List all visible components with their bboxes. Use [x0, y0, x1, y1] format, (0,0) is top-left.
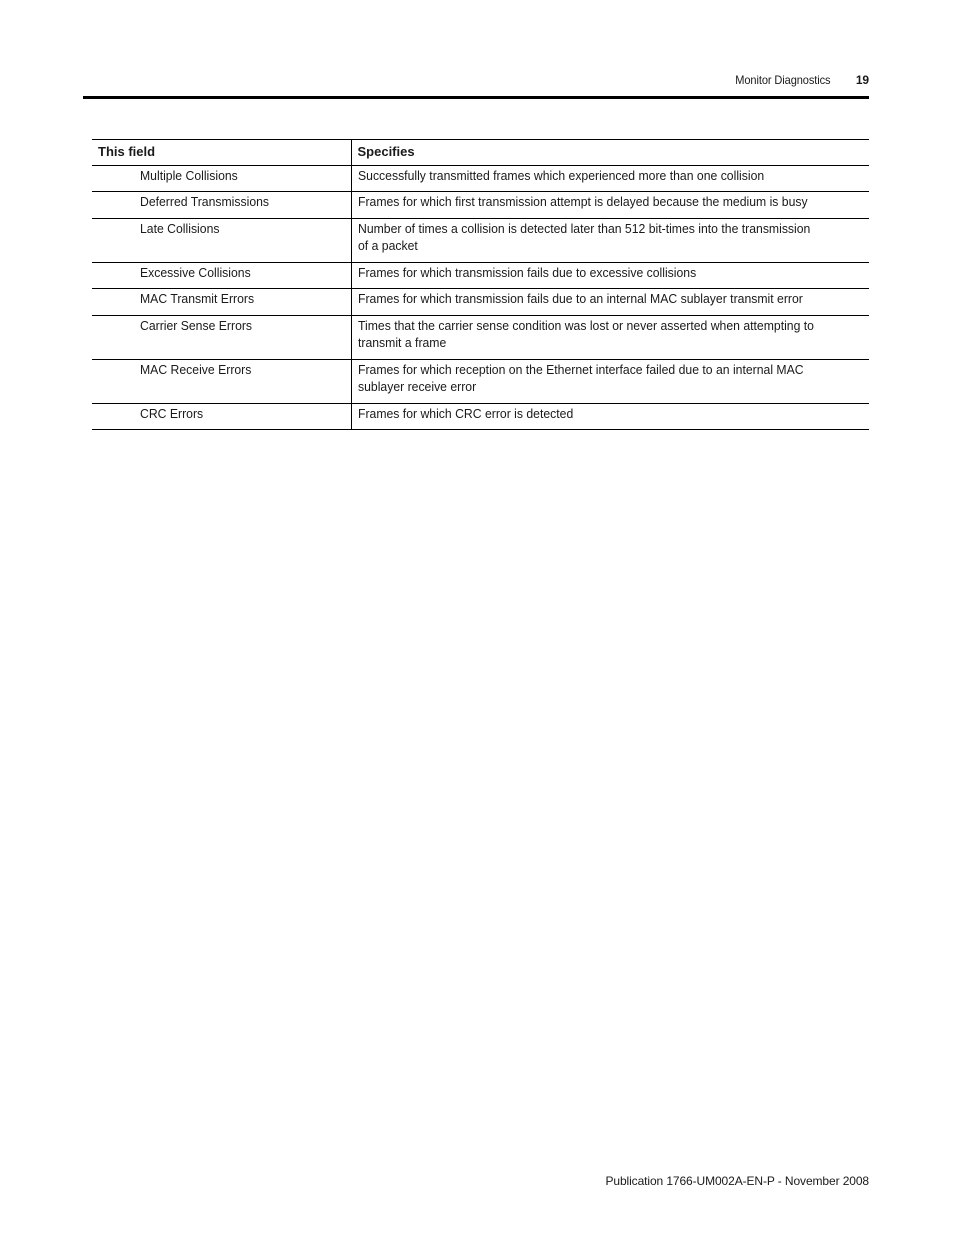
page-number: 19 — [855, 73, 869, 87]
header-rule — [83, 96, 869, 99]
field-description-cell: Frames for which CRC error is detected — [351, 403, 869, 430]
field-name-cell: Deferred Transmissions — [92, 192, 351, 219]
field-name-cell: Carrier Sense Errors — [92, 315, 351, 359]
table-header-row — [92, 140, 869, 166]
table-row — [92, 315, 869, 359]
column-header-field: This field — [92, 140, 351, 166]
column-header-specifies: Specifies — [351, 140, 869, 166]
table-row — [92, 192, 869, 219]
field-name-cell: Late Collisions — [92, 218, 351, 262]
field-description-cell: Frames for which reception on the Ethernet interface failed due to an internal MAC sublayer receive error — [351, 359, 869, 403]
field-name-cell: MAC Receive Errors — [92, 359, 351, 403]
field-description-cell: Number of times a collision is detected later than 512 bit-times into the transmission of a packet — [351, 218, 869, 262]
section-title: Monitor Diagnostics — [735, 73, 831, 87]
table-row — [92, 359, 869, 403]
table-row — [92, 262, 869, 289]
field-description-cell: Frames for which transmission fails due to an internal MAC sublayer transmit error — [351, 289, 869, 316]
table-body — [92, 165, 869, 430]
field-name-cell: MAC Transmit Errors — [92, 289, 351, 316]
page-header — [727, 73, 869, 87]
field-name-cell: Excessive Collisions — [92, 262, 351, 289]
field-description-cell: Frames for which first transmission attempt is delayed because the medium is busy — [351, 192, 869, 219]
field-name-cell: CRC Errors — [92, 403, 351, 430]
diagnostics-field-table — [92, 139, 869, 430]
field-description-cell: Frames for which transmission fails due to excessive collisions — [351, 262, 869, 289]
table-row — [92, 218, 869, 262]
table-row — [92, 289, 869, 316]
table-row — [92, 403, 869, 430]
field-name-cell: Multiple Collisions — [92, 165, 351, 192]
table-row — [92, 165, 869, 192]
field-description-cell: Times that the carrier sense condition was lost or never asserted when attempting to transmit a frame — [351, 315, 869, 359]
publication-footer: Publication 1766-UM002A-EN-P - November 2008 — [605, 1174, 869, 1188]
field-description-cell: Successfully transmitted frames which experienced more than one collision — [351, 165, 869, 192]
